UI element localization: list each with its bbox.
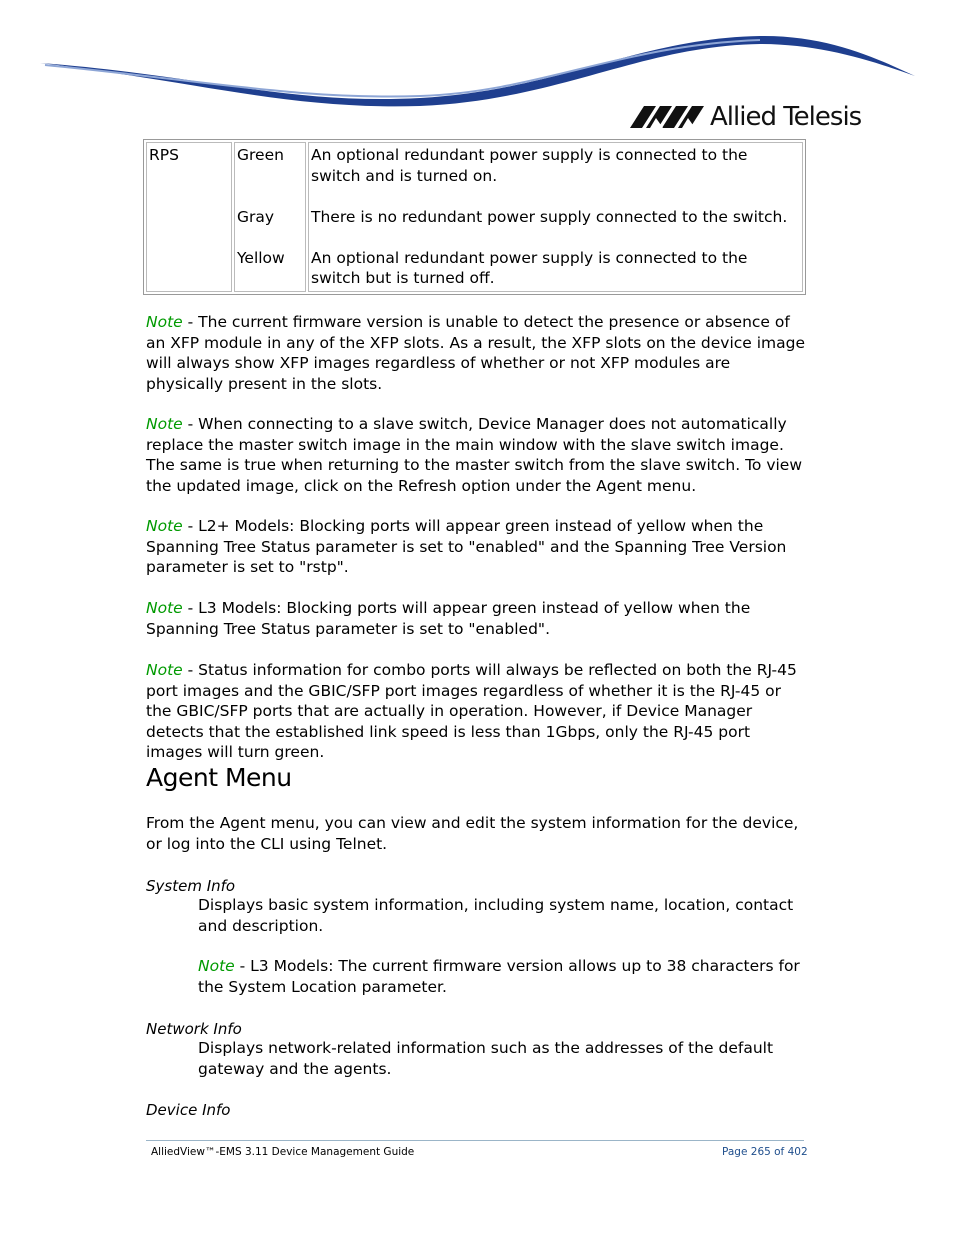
led-color: Yellow [237,248,285,267]
note-text: - L3 Models: Blocking ports will appear green instead of yellow when the Spanning Tree Status parameter is set to "enabled". [146,599,751,638]
note-label: Note [146,517,183,535]
note-paragraph [146,414,808,496]
led-label: RPS [149,146,179,164]
system-info-description: Displays basic system information, including system name, location, contact and description. [198,896,794,935]
subheading-network-info: Network Info [146,1020,242,1038]
note-paragraph [146,660,808,763]
subheading-device-info: Device Info [146,1101,231,1119]
led-label-cell [146,142,232,292]
led-color-cell [234,142,306,292]
note-label: Note [146,415,183,433]
note-text: - The current firmware version is unable to detect the presence or absence of an XFP module in any of the XFP slots. As a result, the XFP slots on the device image will always show XFP images regardless of whether or not XFP modules are physically present in the slots. [146,313,806,393]
note-label: Note [198,957,235,975]
led-description: There is no redundant power supply connected to the switch. [311,207,788,226]
allied-telesis-logo [630,100,862,134]
note-paragraph [146,516,808,578]
led-description: An optional redundant power supply is connected to the switch and is turned on. [311,146,748,185]
led-color: Gray [237,207,275,226]
section-heading: Agent Menu [146,763,292,792]
table-row [146,142,803,292]
system-info-note [198,956,808,997]
note-label: Note [146,599,183,617]
led-color: Green [237,146,284,164]
rps-led-table [143,139,806,295]
footer-page-number: Page 265 of 402 [722,1146,808,1158]
led-description-cell [308,142,803,292]
note-label: Note [146,313,183,331]
note-text: - L3 Models: The current firmware version allows up to 38 characters for the System Location parameter. [198,957,800,996]
note-text: - When connecting to a slave switch, Device Manager does not automatically replace the master switch image in the main window with the slave switch image. The same is true when returning to the master switch from the slave switch. To view the updated image, click on the Refresh option under the Agent menu. [146,415,803,495]
brand-name: Allied Telesis [710,102,862,132]
note-paragraph [146,598,808,639]
network-info-description: Displays network-related information such as the addresses of the default gateway and the agents. [198,1039,774,1078]
led-description: An optional redundant power supply is connected to the switch but is turned off. [311,248,748,287]
note-text: - Status information for combo ports will always be reflected on both the RJ-45 port images and the GBIC/SFP port images regardless of whether it is the RJ-45 or the GBIC/SFP ports that are actually in operation. However, if Device Manager detects that the established link speed is less than 1Gbps, only the RJ-45 port images will turn green. [146,661,797,761]
footer-document-title: AlliedView™-EMS 3.11 Device Management Guide [151,1146,415,1158]
note-paragraph [146,312,808,394]
note-label: Note [146,661,183,679]
note-text: - L2+ Models: Blocking ports will appear green instead of yellow when the Spanning Tree Status parameter is set to "enabled" and the Spanning Tree Version parameter is set to "rstp". [146,517,787,576]
subheading-system-info: System Info [146,877,236,895]
footer-divider [146,1140,804,1141]
section-intro: From the Agent menu, you can view and edit the system information for the device, or log into the CLI using Telnet. [146,814,799,853]
allied-telesis-mark-icon [630,106,705,128]
